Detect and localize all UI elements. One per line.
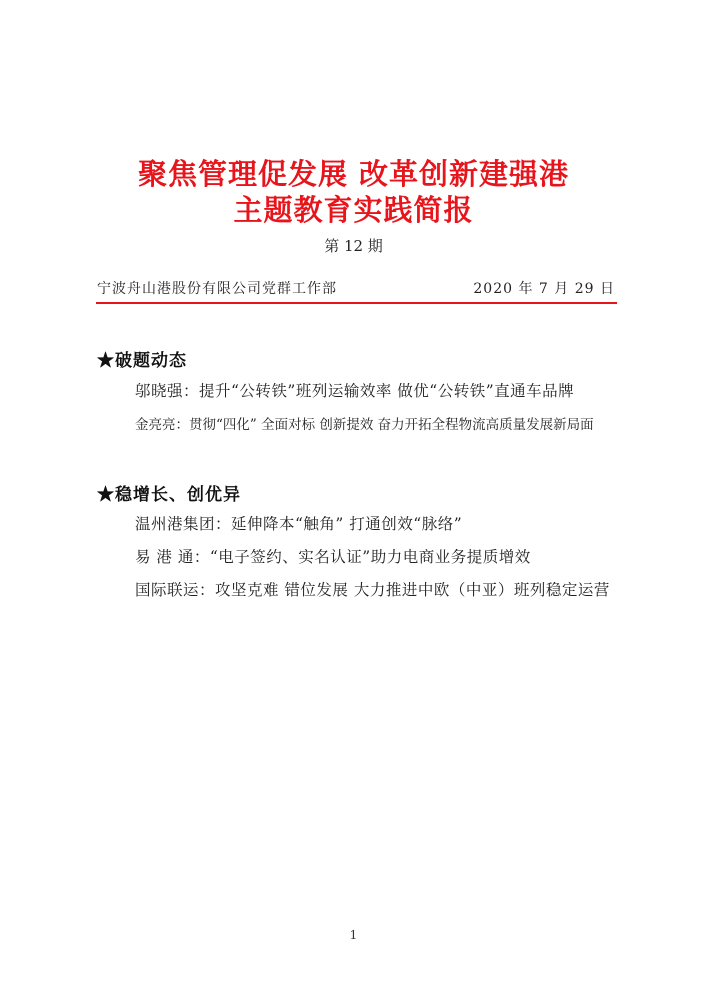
publisher: 宁波舟山港股份有限公司党群工作部 <box>97 281 337 297</box>
list-item: 邬晓强：提升“公转铁”班列运输效率 做优“公转铁”直通车品牌 <box>135 382 575 400</box>
list-item: 温州港集团：延伸降本“触角” 打通创效“脉络” <box>135 515 463 533</box>
header-divider <box>96 302 617 304</box>
list-item: 国际联运：攻坚克难 错位发展 大力推进中欧（中亚）班列稳定运营 <box>135 581 610 599</box>
title-line-2: 主题教育实践简报 <box>233 193 474 227</box>
issue-number: 第 12 期 <box>324 237 383 255</box>
list-item: 金亮亮：贯彻“四化” 全面对标 创新提效 奋力开拓全程物流高质量发展新局面 <box>135 417 594 433</box>
section-title-breaking: ★破题动态 <box>97 351 187 371</box>
page-number: 1 <box>349 928 358 942</box>
title-line-1: 聚焦管理促发展 改革创新建强港 <box>137 157 570 191</box>
section-title-growth: ★稳增长、创优异 <box>97 485 241 505</box>
list-item: 易 港 通：“电子签约、实名认证”助力电商业务提质增效 <box>135 548 531 566</box>
publish-date: 2020 年 7 月 29 日 <box>473 281 615 297</box>
